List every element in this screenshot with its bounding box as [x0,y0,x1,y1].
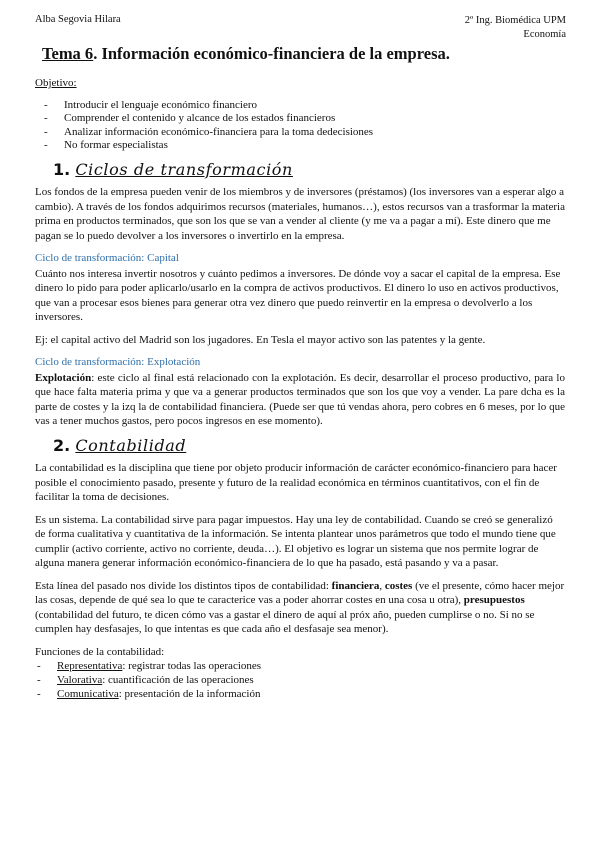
function-desc: : registrar todas las operaciones [122,660,262,672]
page-title [42,44,450,64]
objective-list [35,99,565,153]
types-sep: , [379,579,385,592]
types-text: (ve el presente, cómo hacer mejor las cosas, depende de qué sea lo que te caracterice vas a poder ahorrar costes en una cosa u otra), [35,579,565,606]
contabilidad-definition: La contabilidad es la disciplina que tiene por objeto producir información de carácter económico-financiero para hacer posible el conocimiento pasado, presente y futuro de la realidad económica en términos cuantitativos, con el fin de facilitar la toma de decisiones. [35,462,557,503]
section-title: Ciclos de transformación [75,159,293,179]
section-heading-ciclos [53,159,565,179]
capital-paragraph: Cuánto nos interesa invertir nosotros y cuánto pedimos a inversores. De dónde voy a sacar el capital de la empresa. Ese dinero lo pido para poder aplicarlo/usarlo en la compra de activos productivos. El dinero lo uso en activos productivos, que van a procesar esos bienes para generar otra vez dinero que puedo reinvertir en la empresa o devolverlo a los inversores. [35,267,561,323]
objective-item: - No formar especialistas [35,139,565,153]
header-author: Alba Segovia Hilara [35,14,121,25]
section-number: 1. [53,159,71,179]
function-desc: : presentación de la información [118,688,261,700]
function-item [35,659,565,673]
section-title: Contabilidad [75,435,187,455]
types-text: Esta línea del pasado nos divide los distintos tipos de contabilidad: [35,579,332,592]
header-course: 2º Ing. Biomédica UPM [464,15,566,26]
type-financiera: financiera [331,579,380,592]
function-name: Representativa [57,660,123,672]
objective-item: - Introducir el lenguaje económico financiero [35,99,565,113]
objective-item: - Analizar información económico-financiera para la toma dedecisiones [35,126,565,140]
title-topic: Tema 6 [42,44,94,63]
function-name: Comunicativa [57,688,119,700]
objective-item: - Comprender el contenido y alcance de los estados financieros [35,112,565,126]
header-right [465,14,566,42]
objective-label: Objetivo: [35,77,77,89]
subheading-capital: Ciclo de transformación: Capital [35,252,179,264]
content [35,76,565,701]
title-rest: . Información económico-financiera de la empresa. [93,44,450,63]
section-number: 2. [53,435,71,455]
header-subject: Economía [523,29,566,40]
section1-intro: Los fondos de la empresa pueden venir de los miembros y de inversores (préstamos) (los inversores van a esperar algo a cambio). A través de los fondos adquirimos recursos (materiales, humanos…), estos recursos van a trasformar la materia prima en productos terminados, que son los que se van a vender al cliente (y me va a pagar a mí). Este dinero que me pagan se lo puedo devolver a los inversores o invertirlo en la empresa. [35,186,565,242]
function-item [35,673,565,687]
function-item [35,687,565,701]
functions-list [35,659,565,701]
explotacion-paragraph [35,371,565,429]
contabilidad-system: Es un sistema. La contabilidad sirve para pagar impuestos. Hay una ley de contabilidad. Cuando se creó se generalizó de forma cualitativa y cuantitativa de la información. Se intenta plantear unos parámetros que todo el mundo tiene que cumplir (activo corriente, activo no corriente, deuda…). El objetivo es lograr un sistema que nos permite lograr de alguna manera generar información económico-financiera de lo que ha pasado, está pasando y va a pasar. [35,513,556,569]
section-heading-contabilidad [53,435,565,455]
function-name: Valorativa [57,674,103,686]
type-presupuestos: presupuestos [463,594,525,606]
explotacion-term: Explotación [35,371,92,384]
functions-title: Funciones de la contabilidad: [35,645,165,658]
contabilidad-types [35,579,565,637]
function-desc: : cuantificación de las operaciones [102,674,254,686]
type-costes: costes [384,579,413,592]
example-paragraph: Ej: el capital activo del Madrid son los jugadores. En Tesla el mayor activo son las patentes y la gente. [35,333,486,346]
subheading-explotacion: Ciclo de transformación: Explotación [35,356,201,368]
types-text: (contabilidad del futuro, te dicen cómo vas a gastar el dinero de aquí al próx año, pueden cumplirse o no. Si no se cumplen hay desfasajes, lo que intentas es que cada año el desfasaje sea menor). [35,608,535,635]
explotacion-text: : este ciclo al final está relacionado con la explotación. Es decir, desarrollar el proceso productivo, para lo que hace falta materia prima y que va a generar productos terminados que son los que voy a vender. La pare dcha es la parte de costes y la izq la de contabilidad financiera. (Puede ser que tú vendas ahora, pero cobres en 6 meses, por lo que vas a tener muchos gastos, pero pocos ingresos en ese momento). [35,371,565,427]
